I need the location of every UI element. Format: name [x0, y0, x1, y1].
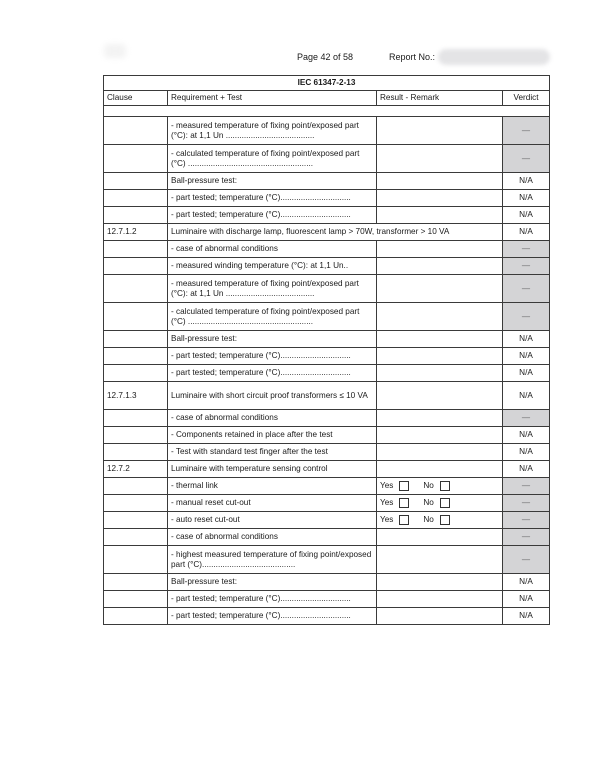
- requirement-cell: - case of abnormal conditions: [168, 241, 377, 258]
- verdict-cell: —: [503, 258, 550, 275]
- table-row: [104, 546, 550, 574]
- verdict-cell: —: [503, 241, 550, 258]
- clause-cell: [104, 478, 168, 495]
- verdict-cell: N/A: [503, 444, 550, 461]
- result-cell: [377, 145, 503, 173]
- table-row: [104, 224, 550, 241]
- requirement-cell: - part tested; temperature (°C)...............................: [168, 365, 377, 382]
- verdict-cell: N/A: [503, 190, 550, 207]
- requirement-cell: - Components retained in place after the test: [168, 427, 377, 444]
- page-header: [0, 52, 600, 66]
- clause-cell: [104, 173, 168, 190]
- result-cell: [377, 382, 503, 410]
- yes-checkbox[interactable]: [399, 498, 409, 508]
- no-checkbox[interactable]: [440, 515, 450, 525]
- clause-cell: [104, 495, 168, 512]
- no-label: No: [423, 480, 434, 490]
- verdict-cell: —: [503, 529, 550, 546]
- requirement-cell: Luminaire with short circuit proof transformers ≤ 10 VA: [168, 382, 377, 410]
- report-number-redacted: [438, 49, 550, 65]
- result-cell: [377, 444, 503, 461]
- verdict-cell: —: [503, 303, 550, 331]
- verdict-cell: N/A: [503, 331, 550, 348]
- table-row: [104, 190, 550, 207]
- requirement-cell: - part tested; temperature (°C)...............................: [168, 608, 377, 625]
- result-header: Result - Remark: [377, 91, 503, 106]
- verdict-cell: N/A: [503, 461, 550, 478]
- verdict-cell: N/A: [503, 207, 550, 224]
- clause-cell: 12.7.2: [104, 461, 168, 478]
- no-label: No: [423, 497, 434, 507]
- requirement-cell: - case of abnormal conditions: [168, 410, 377, 427]
- requirement-cell: Ball-pressure test:: [168, 574, 377, 591]
- yes-label: Yes: [380, 480, 394, 490]
- result-cell: [377, 529, 503, 546]
- result-cell: [377, 427, 503, 444]
- report-number-label: Report No.:: [389, 52, 436, 62]
- result-cell: [377, 190, 503, 207]
- table-row: [104, 275, 550, 303]
- table-row: [104, 365, 550, 382]
- table-row: [104, 382, 550, 410]
- verdict-header: Verdict: [503, 91, 550, 106]
- clause-cell: [104, 190, 168, 207]
- clause-cell: [104, 546, 168, 574]
- yes-label: Yes: [380, 497, 394, 507]
- test-report-table: [103, 75, 550, 625]
- clause-cell: [104, 427, 168, 444]
- table-row: [104, 410, 550, 427]
- requirement-cell: - Test with standard test finger after the test: [168, 444, 377, 461]
- table-row: [104, 331, 550, 348]
- clause-cell: [104, 574, 168, 591]
- clause-cell: [104, 331, 168, 348]
- result-cell: [377, 348, 503, 365]
- result-cell: [377, 258, 503, 275]
- requirement-cell: Ball-pressure test:: [168, 173, 377, 190]
- requirement-cell: - thermal link: [168, 478, 377, 495]
- table-row: [104, 173, 550, 190]
- result-cell: [377, 495, 503, 512]
- verdict-cell: —: [503, 495, 550, 512]
- requirement-cell: - auto reset cut-out: [168, 512, 377, 529]
- clause-cell: [104, 529, 168, 546]
- verdict-cell: —: [503, 117, 550, 145]
- verdict-cell: —: [503, 512, 550, 529]
- clause-cell: [104, 410, 168, 427]
- verdict-cell: —: [503, 145, 550, 173]
- verdict-cell: N/A: [503, 348, 550, 365]
- verdict-cell: N/A: [503, 608, 550, 625]
- yes-checkbox[interactable]: [399, 481, 409, 491]
- clause-cell: [104, 275, 168, 303]
- result-cell: [377, 608, 503, 625]
- result-cell: [377, 512, 503, 529]
- table-row: [104, 241, 550, 258]
- clause-cell: [104, 365, 168, 382]
- requirement-cell: - measured temperature of fixing point/exposed part (°C): at 1,1 Un .......................................: [168, 117, 377, 145]
- clause-cell: [104, 207, 168, 224]
- result-cell: [377, 478, 503, 495]
- table-row: [104, 529, 550, 546]
- requirement-cell: - part tested; temperature (°C)...............................: [168, 591, 377, 608]
- clause-cell: [104, 444, 168, 461]
- result-cell: [377, 331, 503, 348]
- verdict-cell: —: [503, 478, 550, 495]
- table-row: [104, 258, 550, 275]
- no-checkbox[interactable]: [440, 498, 450, 508]
- result-cell: [377, 303, 503, 331]
- requirement-cell: - part tested; temperature (°C)...............................: [168, 207, 377, 224]
- result-cell: [377, 365, 503, 382]
- verdict-cell: —: [503, 546, 550, 574]
- table-row: [104, 495, 550, 512]
- verdict-cell: N/A: [503, 427, 550, 444]
- result-cell: [377, 117, 503, 145]
- requirement-cell: Luminaire with temperature sensing control: [168, 461, 377, 478]
- table-row: [104, 512, 550, 529]
- no-label: No: [423, 514, 434, 524]
- clause-cell: [104, 241, 168, 258]
- verdict-cell: N/A: [503, 574, 550, 591]
- verdict-cell: N/A: [503, 224, 550, 241]
- verdict-cell: N/A: [503, 365, 550, 382]
- clause-cell: [104, 258, 168, 275]
- table-row: [104, 591, 550, 608]
- page-number: Page 42 of 58: [297, 52, 354, 62]
- table-row: [104, 348, 550, 365]
- verdict-cell: —: [503, 275, 550, 303]
- header-spacer: [104, 106, 550, 117]
- clause-cell: [104, 512, 168, 529]
- requirement-cell: - highest measured temperature of fixing point/exposed part (°C).........................................: [168, 546, 377, 574]
- verdict-cell: N/A: [503, 382, 550, 410]
- table-row: [104, 478, 550, 495]
- result-cell: [377, 461, 503, 478]
- requirement-cell: - measured winding temperature (°C): at 1,1 Un..: [168, 258, 377, 275]
- requirement-cell: Luminaire with discharge lamp, fluorescent lamp > 70W, transformer > 10 VA: [168, 224, 503, 241]
- table-row: [104, 444, 550, 461]
- clause-cell: [104, 145, 168, 173]
- yes-checkbox[interactable]: [399, 515, 409, 525]
- result-cell: [377, 546, 503, 574]
- requirement-cell: Ball-pressure test:: [168, 331, 377, 348]
- verdict-cell: N/A: [503, 591, 550, 608]
- requirement-cell: - part tested; temperature (°C)...............................: [168, 190, 377, 207]
- verdict-cell: —: [503, 410, 550, 427]
- yes-label: Yes: [380, 514, 394, 524]
- clause-cell: [104, 303, 168, 331]
- clause-cell: [104, 591, 168, 608]
- result-cell: [377, 207, 503, 224]
- requirement-cell: - calculated temperature of fixing point/exposed part (°C) .......................................................: [168, 303, 377, 331]
- no-checkbox[interactable]: [440, 481, 450, 491]
- table-row: [104, 574, 550, 591]
- standard-title: IEC 61347-2-13: [104, 76, 550, 91]
- result-cell: [377, 410, 503, 427]
- clause-cell: 12.7.1.3: [104, 382, 168, 410]
- table-body: [104, 117, 550, 625]
- result-cell: [377, 574, 503, 591]
- verdict-cell: N/A: [503, 173, 550, 190]
- table-row: [104, 303, 550, 331]
- requirement-header: Requirement + Test: [168, 91, 377, 106]
- requirement-cell: - part tested; temperature (°C)...............................: [168, 348, 377, 365]
- result-cell: [377, 591, 503, 608]
- clause-cell: [104, 348, 168, 365]
- clause-cell: 12.7.1.2: [104, 224, 168, 241]
- requirement-cell: - case of abnormal conditions: [168, 529, 377, 546]
- table-row: [104, 608, 550, 625]
- clause-header: Clause: [104, 91, 168, 106]
- table-row: [104, 207, 550, 224]
- table-row: [104, 427, 550, 444]
- requirement-cell: - manual reset cut-out: [168, 495, 377, 512]
- requirement-cell: - calculated temperature of fixing point/exposed part (°C) .......................................................: [168, 145, 377, 173]
- result-cell: [377, 275, 503, 303]
- result-cell: [377, 241, 503, 258]
- result-cell: [377, 173, 503, 190]
- table-row: [104, 145, 550, 173]
- requirement-cell: - measured temperature of fixing point/exposed part (°C): at 1,1 Un .......................................: [168, 275, 377, 303]
- table-row: [104, 461, 550, 478]
- table-row: [104, 117, 550, 145]
- clause-cell: [104, 117, 168, 145]
- clause-cell: [104, 608, 168, 625]
